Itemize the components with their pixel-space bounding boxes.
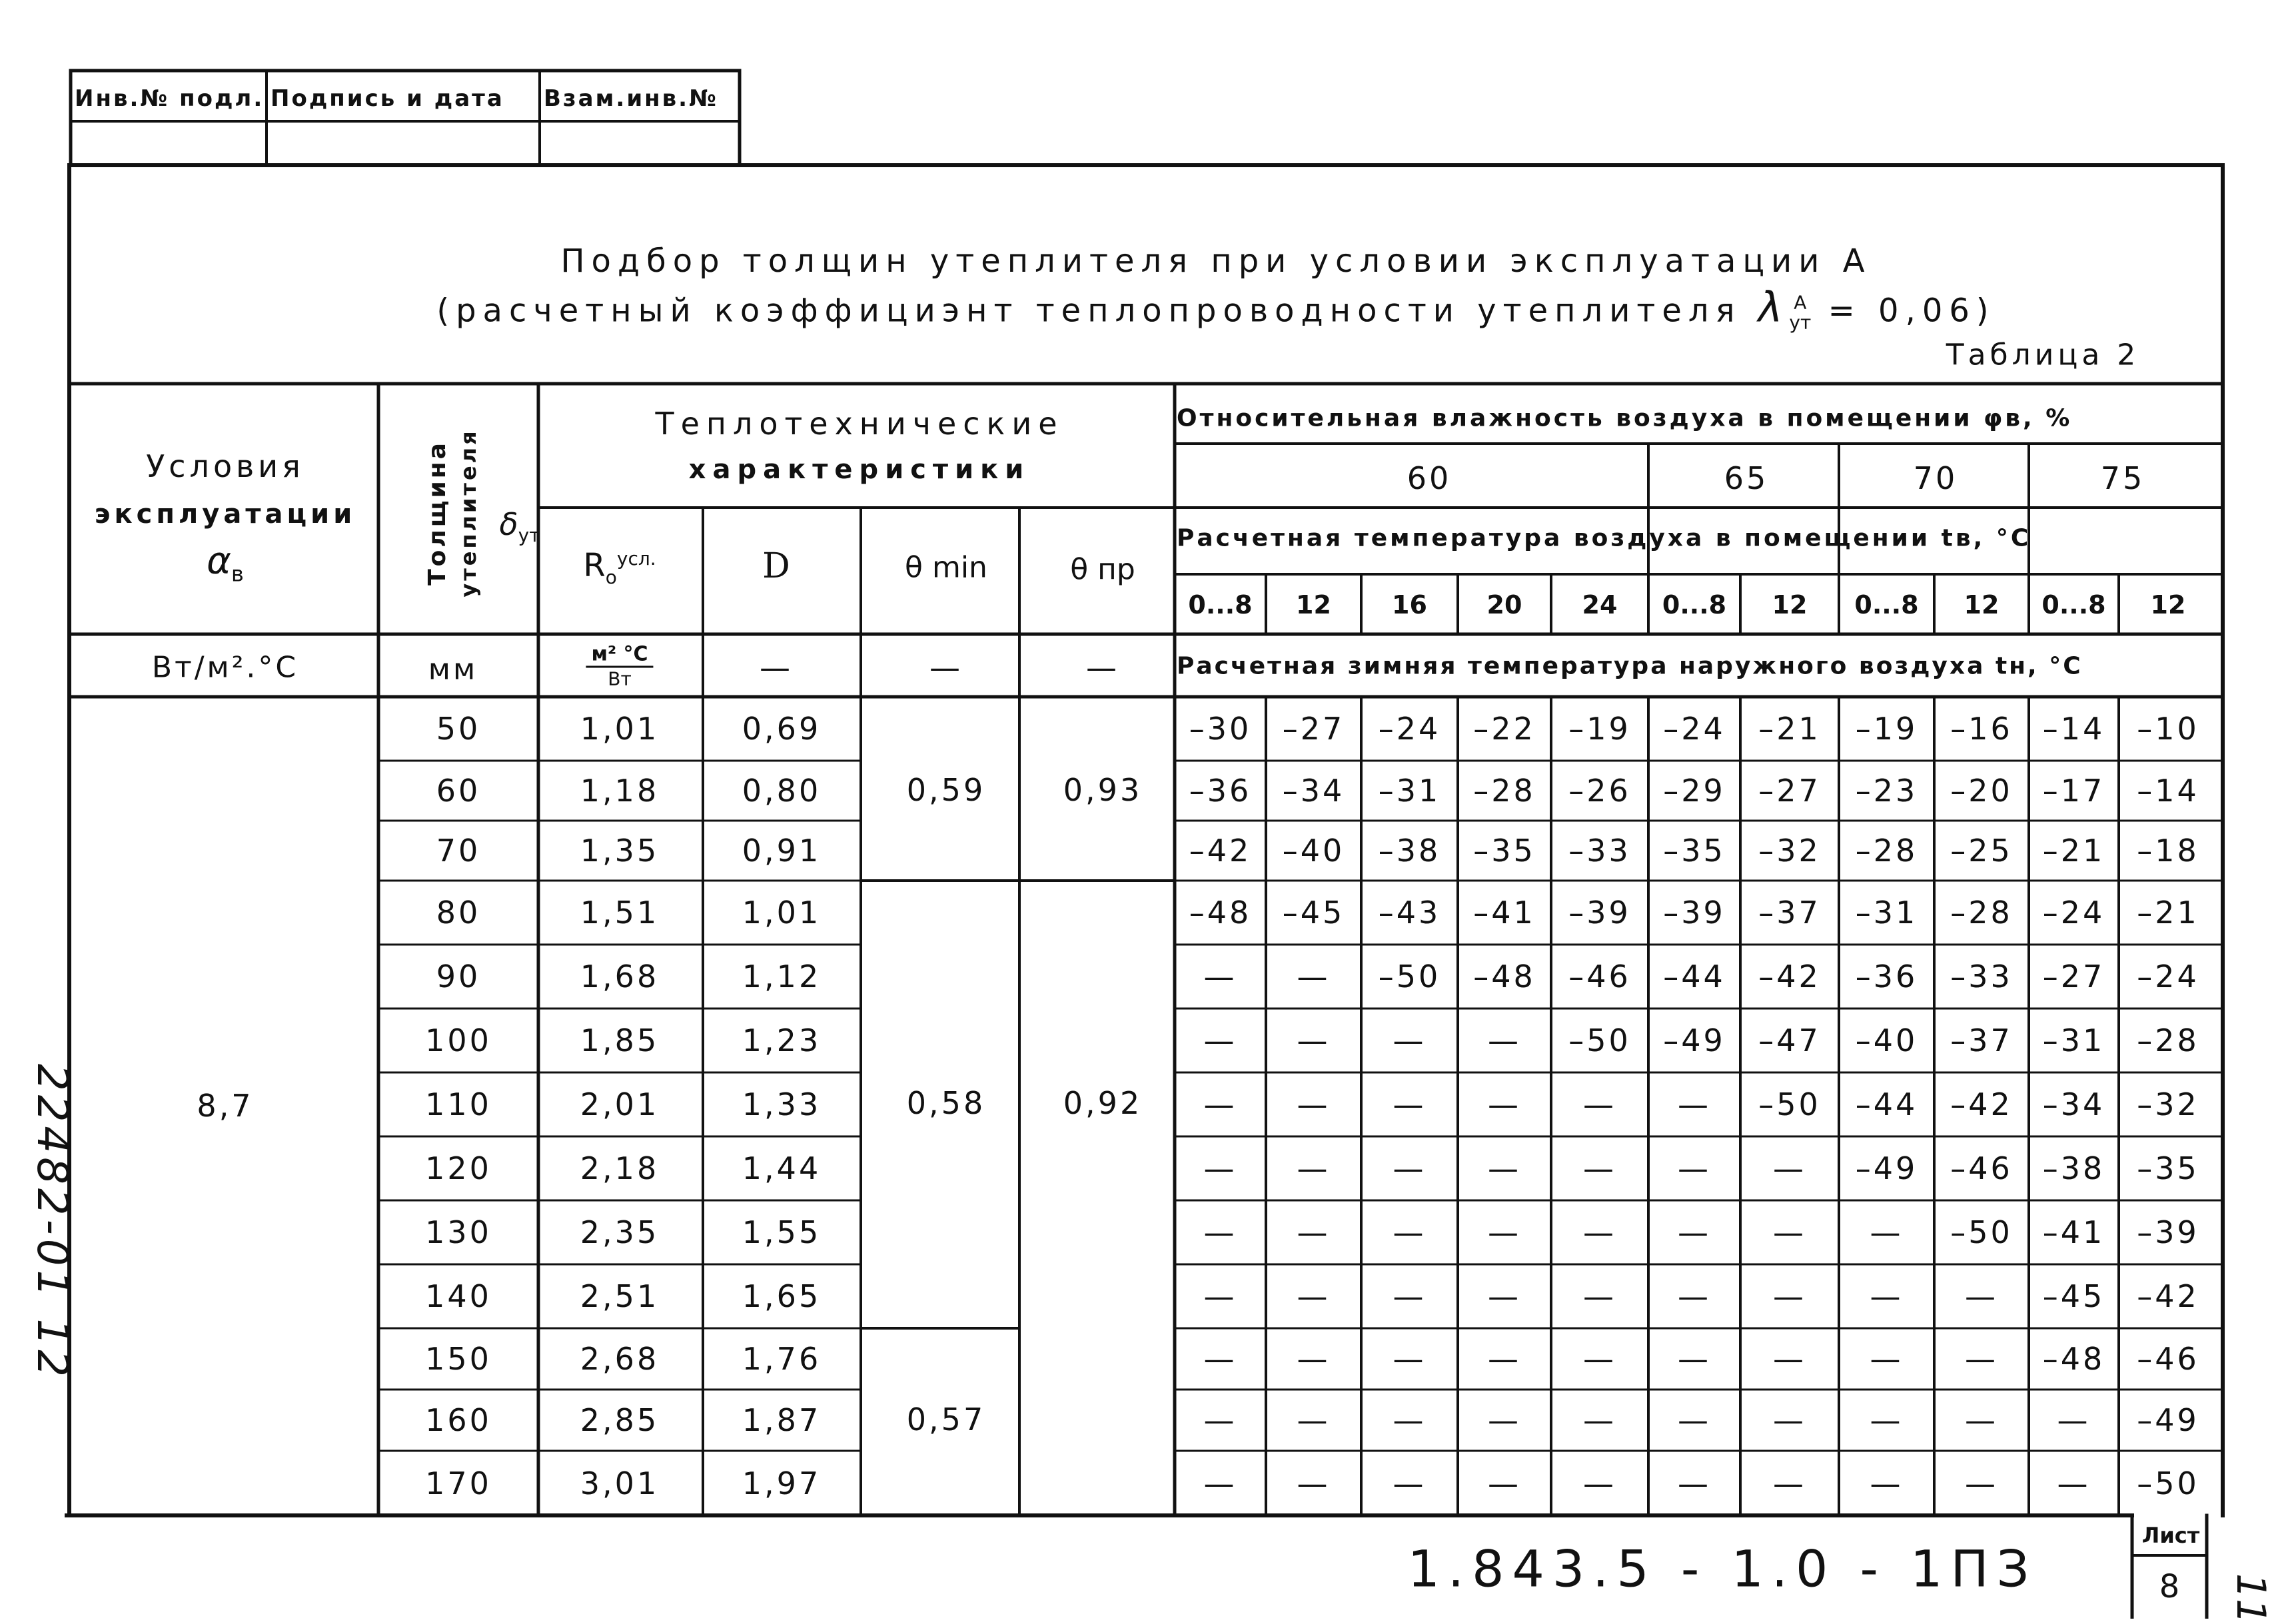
cell-outside-temp: –50 [1568,1022,1631,1058]
lambda-symbol: λ [1758,282,1790,332]
cell-outside-temp: — [1870,1341,1904,1377]
unit-r [586,643,653,690]
cell-outside-temp: — [1870,1465,1904,1501]
cell-outside-temp: –32 [1758,833,1821,869]
unit-d-dash: — [760,649,793,685]
cell-outside-temp: — [1203,1278,1237,1314]
cell-outside-temp: — [1583,1086,1616,1122]
alpha-symbol: α [207,539,232,583]
cell-outside-temp: — [1965,1465,1998,1501]
cell-outside-temp: –25 [1950,833,2013,869]
cell-outside-temp: –16 [1950,711,2013,747]
cell-outside-temp: –47 [1758,1022,1821,1058]
cell-outside-temp: — [1393,1086,1427,1122]
conditions-value: 8,7 [197,1088,254,1124]
cell-outside-temp: –50 [1378,959,1441,995]
cell-outside-temp: — [1773,1341,1806,1377]
cell-thickness: 110 [425,1086,492,1122]
cell-outside-temp: –17 [2042,773,2105,809]
cell-outside-temp: –44 [1663,959,1726,995]
cell-outside-temp: — [1678,1150,1711,1186]
cell-outside-temp: — [1297,1086,1331,1122]
cell-outside-temp: –45 [1282,895,1345,931]
side-number: 22482-01 12 [27,1064,77,1381]
cell-outside-temp: — [1870,1402,1904,1438]
cell-d: 1,76 [742,1341,822,1377]
cell-outside-temp: — [1583,1214,1616,1250]
cell-outside-temp: –39 [1568,895,1631,931]
theta-min-header: θ min [905,550,987,585]
temp-column-header: 20 [1486,590,1522,619]
cell-outside-temp: –28 [1950,895,2013,931]
cell-outside-temp: –39 [1663,895,1726,931]
stamp-label-signature: Подпись и дата [271,85,504,112]
cell-outside-temp: — [1393,1022,1427,1058]
cell-outside-temp: –49 [1663,1022,1726,1058]
lambda-indices [1789,293,1811,333]
cell-outside-temp: –40 [1855,1022,1918,1058]
humidity-header: Относительная влажность воздуха в помещении φв, % [1177,404,2073,432]
cell-thickness: 160 [425,1402,492,1438]
cell-r: 3,01 [580,1465,660,1501]
cell-outside-temp: –49 [2137,1402,2199,1438]
cell-outside-temp: — [1488,1022,1521,1058]
cell-thickness: 70 [436,833,481,869]
thermo-header-line1: Теплотехнические [655,406,1064,442]
cell-outside-temp: — [1203,1022,1237,1058]
cell-outside-temp: –48 [2042,1341,2105,1377]
cell-r: 2,68 [580,1341,660,1377]
thickness-header [422,428,484,597]
conditions-symbol [207,539,244,586]
cell-d: 1,33 [742,1086,822,1122]
cell-r: 1,51 [580,895,660,931]
cell-outside-temp: — [1488,1402,1521,1438]
cell-outside-temp: –46 [2137,1341,2199,1377]
cell-d: 1,97 [742,1465,822,1501]
cell-thickness: 140 [425,1278,492,1314]
cell-outside-temp: –27 [1282,711,1345,747]
cell-outside-temp: — [1678,1341,1711,1377]
cell-outside-temp: — [1488,1086,1521,1122]
cell-outside-temp: — [1297,1278,1331,1314]
cell-outside-temp: — [1678,1402,1711,1438]
cell-outside-temp: — [1678,1086,1711,1122]
cell-outside-temp: –35 [1473,833,1536,869]
cell-outside-temp: –31 [2042,1022,2105,1058]
cell-outside-temp: –35 [1663,833,1726,869]
cell-outside-temp: — [1203,1150,1237,1186]
theta-pr-group-2: 0,92 [1063,1085,1143,1121]
humidity-65: 65 [1724,460,1769,496]
table-label: Таблица 2 [1946,338,2140,372]
cell-outside-temp: — [1297,1150,1331,1186]
thickness-symbol [499,506,540,546]
cell-thickness: 80 [436,895,481,931]
cell-outside-temp: — [1203,1465,1237,1501]
cell-outside-temp: — [1393,1214,1427,1250]
cell-outside-temp: –24 [2137,959,2199,995]
thickness-header-line2: утеплителя [456,428,481,598]
cell-outside-temp: –46 [1568,959,1631,995]
temp-column-header: 12 [2150,590,2186,619]
sheet-number: 8 [2159,1568,2180,1605]
temp-column-header: 0...8 [1188,590,1253,619]
cell-outside-temp: –44 [1855,1086,1918,1122]
cell-outside-temp: –40 [1282,833,1345,869]
cell-r: 1,01 [580,711,660,747]
cell-d: 1,12 [742,959,822,995]
cell-outside-temp: –49 [1855,1150,1918,1186]
unit-thickness: мм [428,652,478,687]
cell-outside-temp: –18 [2137,833,2199,869]
cell-d: 0,91 [742,833,822,869]
unit-conditions: Вт/м².°С [151,650,299,685]
cell-outside-temp: — [1488,1150,1521,1186]
theta-pr-group-1: 0,93 [1063,772,1143,808]
cell-outside-temp: — [1393,1465,1427,1501]
temp-column-header: 24 [1582,590,1618,619]
cell-outside-temp: — [1297,1022,1331,1058]
cell-outside-temp: –14 [2042,711,2105,747]
unit-r-numerator: м² °С [586,643,653,668]
cell-thickness: 170 [425,1465,492,1501]
delta-sub: ут [518,524,540,547]
cell-outside-temp: — [1488,1341,1521,1377]
cell-outside-temp: — [1583,1278,1616,1314]
conditions-header-line2: эксплуатации [94,499,356,530]
cell-outside-temp: — [2057,1465,2091,1501]
cell-outside-temp: — [1870,1278,1904,1314]
cell-outside-temp: –27 [1758,773,1821,809]
cell-outside-temp: –26 [1568,773,1631,809]
cell-outside-temp: — [1678,1465,1711,1501]
cell-outside-temp: –33 [1950,959,2013,995]
delta-symbol: δ [499,506,518,542]
cell-outside-temp: — [2057,1402,2091,1438]
cell-thickness: 120 [425,1150,492,1186]
cell-thickness: 50 [436,711,481,747]
cell-outside-temp: –36 [1189,773,1252,809]
cell-outside-temp: –28 [2137,1022,2199,1058]
stamp-label-inv: Инв.№ подл. [75,85,265,112]
cell-outside-temp: –21 [2042,833,2105,869]
cell-outside-temp: — [1203,1214,1237,1250]
cell-outside-temp: –50 [1950,1214,2013,1250]
cell-outside-temp: — [1393,1402,1427,1438]
cell-outside-temp: –42 [2137,1278,2199,1314]
theta-min-group-2: 0,58 [906,1085,986,1121]
temp-column-header: 12 [1296,590,1331,619]
cell-outside-temp: — [1297,959,1331,995]
cell-outside-temp: –24 [1378,711,1441,747]
cell-outside-temp: — [1773,1278,1806,1314]
cell-outside-temp: — [1773,1402,1806,1438]
cell-outside-temp: –46 [1950,1150,2013,1186]
cell-outside-temp: –41 [2042,1214,2105,1250]
cell-outside-temp: –48 [1189,895,1252,931]
cell-outside-temp: — [1203,959,1237,995]
cell-outside-temp: — [1393,1278,1427,1314]
stamp-label-replacement: Взам.инв.№ [544,85,718,112]
cell-r: 1,85 [580,1022,660,1058]
theta-pr-header: θ пр [1070,552,1135,587]
cell-outside-temp: –48 [1473,959,1536,995]
cell-outside-temp: –33 [1568,833,1631,869]
temp-column-header: 0...8 [1662,590,1727,619]
cell-outside-temp: –24 [2042,895,2105,931]
r-header [583,547,656,588]
theta-min-group-1: 0,59 [906,772,986,808]
cell-outside-temp: — [1297,1402,1331,1438]
cell-outside-temp: — [1583,1465,1616,1501]
cell-outside-temp: –45 [2042,1278,2105,1314]
cell-outside-temp: — [1773,1465,1806,1501]
temp-column-header: 0...8 [2041,590,2106,619]
cell-thickness: 150 [425,1341,492,1377]
cell-outside-temp: –19 [1568,711,1631,747]
r-sup: усл. [616,548,656,570]
temp-column-header: 0...8 [1854,590,1919,619]
title-line-1: Подбор толщин утеплителя при условии эксплуатации А [560,242,1872,280]
cell-d: 1,65 [742,1278,822,1314]
cell-outside-temp: –34 [2042,1086,2105,1122]
lambda-sub: ут [1789,311,1812,334]
cell-outside-temp: — [1488,1465,1521,1501]
cell-outside-temp: — [1583,1341,1616,1377]
cell-outside-temp: — [1203,1086,1237,1122]
cell-outside-temp: — [1773,1214,1806,1250]
temp-column-header: 12 [1964,590,2000,619]
cell-outside-temp: –41 [1473,895,1536,931]
cell-outside-temp: –38 [2042,1150,2105,1186]
r-label: R [583,547,606,585]
cell-outside-temp: — [1678,1278,1711,1314]
cell-outside-temp: — [1488,1214,1521,1250]
title-line-2-suffix: = 0,06) [1811,292,1996,330]
cell-d: 0,69 [742,711,822,747]
cell-outside-temp: –21 [1758,711,1821,747]
unit-theta-pr-dash: — [1086,649,1119,685]
cell-outside-temp: –35 [2137,1150,2199,1186]
cell-outside-temp: — [1583,1402,1616,1438]
cell-outside-temp: –23 [1855,773,1918,809]
cell-outside-temp: –31 [1855,895,1918,931]
cell-outside-temp: –14 [2137,773,2199,809]
cell-r: 2,35 [580,1214,660,1250]
cell-outside-temp: –39 [2137,1214,2199,1250]
cell-r: 2,18 [580,1150,660,1186]
cell-d: 1,01 [742,895,822,931]
cell-outside-temp: — [1297,1341,1331,1377]
humidity-75: 75 [2100,460,2145,496]
cell-outside-temp: –21 [2137,895,2199,931]
cell-outside-temp: –28 [1855,833,1918,869]
cell-outside-temp: — [1773,1150,1806,1186]
cell-outside-temp: –29 [1663,773,1726,809]
cell-outside-temp: — [1393,1150,1427,1186]
cell-outside-temp: –43 [1378,895,1441,931]
cell-thickness: 60 [436,773,481,809]
cell-thickness: 100 [425,1022,492,1058]
cell-outside-temp: –24 [1663,711,1726,747]
cell-outside-temp: –37 [1950,1022,2013,1058]
cell-outside-temp: — [1297,1465,1331,1501]
cell-outside-temp: — [1678,1214,1711,1250]
document-code: 1.843.5 - 1.0 - 1ПЗ [1407,1539,2037,1599]
cell-r: 2,51 [580,1278,660,1314]
cell-outside-temp: –19 [1855,711,1918,747]
r-sub: о [605,566,617,588]
cell-outside-temp: — [1870,1214,1904,1250]
cell-outside-temp: — [1488,1278,1521,1314]
cell-outside-temp: –42 [1758,959,1821,995]
cell-outside-temp: –42 [1189,833,1252,869]
sheet-label: Лист [2141,1523,2200,1548]
cell-outside-temp: — [1203,1341,1237,1377]
cell-thickness: 130 [425,1214,492,1250]
lambda-sup: А [1794,291,1807,314]
thermo-header-line2: характеристики [688,454,1031,485]
cell-outside-temp: — [1297,1214,1331,1250]
cell-r: 1,18 [580,773,660,809]
unit-theta-min-dash: — [929,649,963,685]
cell-r: 1,35 [580,833,660,869]
cell-r: 1,68 [580,959,660,995]
cell-outside-temp: –42 [1950,1086,2013,1122]
conditions-header-line1: Условия [146,448,304,484]
humidity-70: 70 [1913,460,1958,496]
cell-outside-temp: –37 [1758,895,1821,931]
cell-outside-temp: –32 [2137,1086,2199,1122]
cell-d: 1,23 [742,1022,822,1058]
cell-r: 2,01 [580,1086,660,1122]
humidity-60: 60 [1407,460,1452,496]
alpha-sub: в [231,561,244,587]
cell-outside-temp: –36 [1855,959,1918,995]
cell-outside-temp: — [1965,1278,1998,1314]
cell-outside-temp: –38 [1378,833,1441,869]
cell-outside-temp: — [1583,1150,1616,1186]
cell-outside-temp: –31 [1378,773,1441,809]
temp-column-header: 16 [1392,590,1427,619]
cell-outside-temp: –50 [2137,1465,2199,1501]
cell-outside-temp: –50 [1758,1086,1821,1122]
cell-outside-temp: –34 [1282,773,1345,809]
cell-d: 1,55 [742,1214,822,1250]
cell-d: 1,44 [742,1150,822,1186]
cell-outside-temp: — [1393,1341,1427,1377]
cell-outside-temp: — [1203,1402,1237,1438]
thickness-header-line1: Толщина [424,440,451,586]
cell-d: 0,80 [742,773,822,809]
theta-min-group-3: 0,57 [906,1402,986,1437]
cell-outside-temp: –10 [2137,711,2199,747]
cell-d: 1,87 [742,1402,822,1438]
cell-outside-temp: –28 [1473,773,1536,809]
cell-outside-temp: –30 [1189,711,1252,747]
d-header: D [762,546,790,586]
outside-temp-header: Расчетная зимняя температура наружного воздуха tн, °С [1177,652,2083,680]
cell-outside-temp: –20 [1950,773,2013,809]
cell-r: 2,85 [580,1402,660,1438]
temp-column-header: 12 [1772,590,1808,619]
cell-outside-temp: –22 [1473,711,1536,747]
corner-mark: 11 [2227,1573,2274,1624]
cell-thickness: 90 [436,959,481,995]
title-line-2-prefix: (расчетный коэффициэнт теплопроводности утеплителя [436,292,1758,330]
title-line-2 [436,283,1995,333]
temp-inside-header: Расчетная температура воздуха в помещении tв, °С [1177,524,2031,552]
unit-r-denominator: Вт [608,667,632,690]
cell-outside-temp: –27 [2042,959,2105,995]
cell-outside-temp: — [1965,1402,1998,1438]
cell-outside-temp: — [1965,1341,1998,1377]
